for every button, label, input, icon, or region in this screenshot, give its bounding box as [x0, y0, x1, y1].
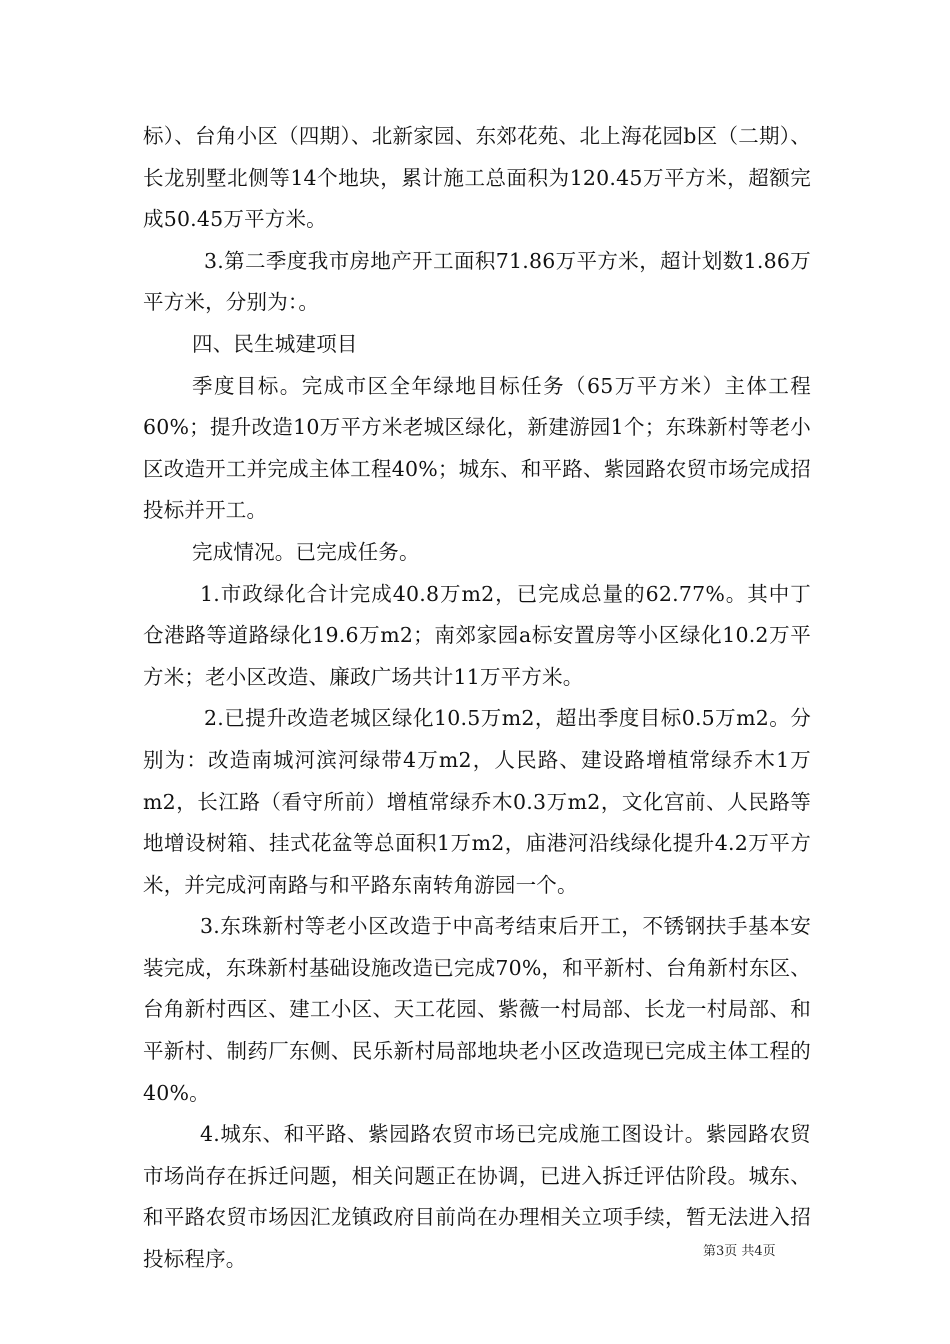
paragraph-greening-total: 1.市政绿化合计完成40.8万m2，已完成总量的62.77%。其中丁仓港路等道路绿化19.6万m2；南郊家园a标安置房等小区绿化10.2万平方米；老小区改造、廉政广场共计11万平方米。: [143, 581, 811, 689]
document-body: [143, 116, 811, 1281]
paragraph-farm-market: 4.城东、和平路、紫园路农贸市场已完成施工图设计。紫园路农贸市场尚存在拆迁问题，相关问题正在协调，已进入拆迁评估阶段。城东、和平路农贸市场因汇龙镇政府目前尚在办理相关立项手续，暂无法进入招投标程序。: [143, 1122, 811, 1272]
paragraph-real-estate-q2: 3.第二季度我市房地产开工面积71.86万平方米，超计划数1.86万平方米，分别为：。: [143, 248, 811, 315]
paragraph-quarter-target: 季度目标。完成市区全年绿地目标任务（65万平方米）主体工程60%；提升改造10万平方米老城区绿化，新建游园1个；东珠新村等老小区改造开工并完成主体工程40%；城东、和平路、紫园路农贸市场完成招投标并开工。: [143, 373, 811, 523]
paragraph-continued-project-list: 标）、台角小区（四期）、北新家园、东郊花苑、北上海花园b区（二期）、长龙别墅北侧等14个地块，累计施工总面积为120.45万平方米，超额完成50.45万平方米。: [143, 124, 811, 232]
page-number-footer: 第3页 共4页: [703, 1244, 776, 1259]
paragraph-old-community-renovation: 3.东珠新村等老小区改造于中高考结束后开工，不锈钢扶手基本安装完成，东珠新村基础设施改造已完成70%，和平新村、台角新村东区、台角新村西区、建工小区、天工花园、紫薇一村局部、长龙一村局部、和平新村、制药厂东侧、民乐新村局部地块老小区改造现已完成主体工程的40%。: [143, 914, 811, 1105]
section-heading-livelihood-projects: 四、民生城建项目: [192, 331, 358, 356]
paragraph-old-city-greening: 2.已提升改造老城区绿化10.5万m2，超出季度目标0.5万m2。分别为：改造南城河滨河绿带4万m2，人民路、建设路增植常绿乔木1万m2，长江路（看守所前）增植常绿乔木0.3万m2，文化宫前、人民路等地增设树箱、挂式花盆等总面积1万m2，庙港河沿线绿化提升4.2万平方米，并完成河南路与和平路东南转角游园一个。: [143, 706, 811, 897]
paragraph-completion-status: 完成情况。已完成任务。: [192, 539, 420, 564]
